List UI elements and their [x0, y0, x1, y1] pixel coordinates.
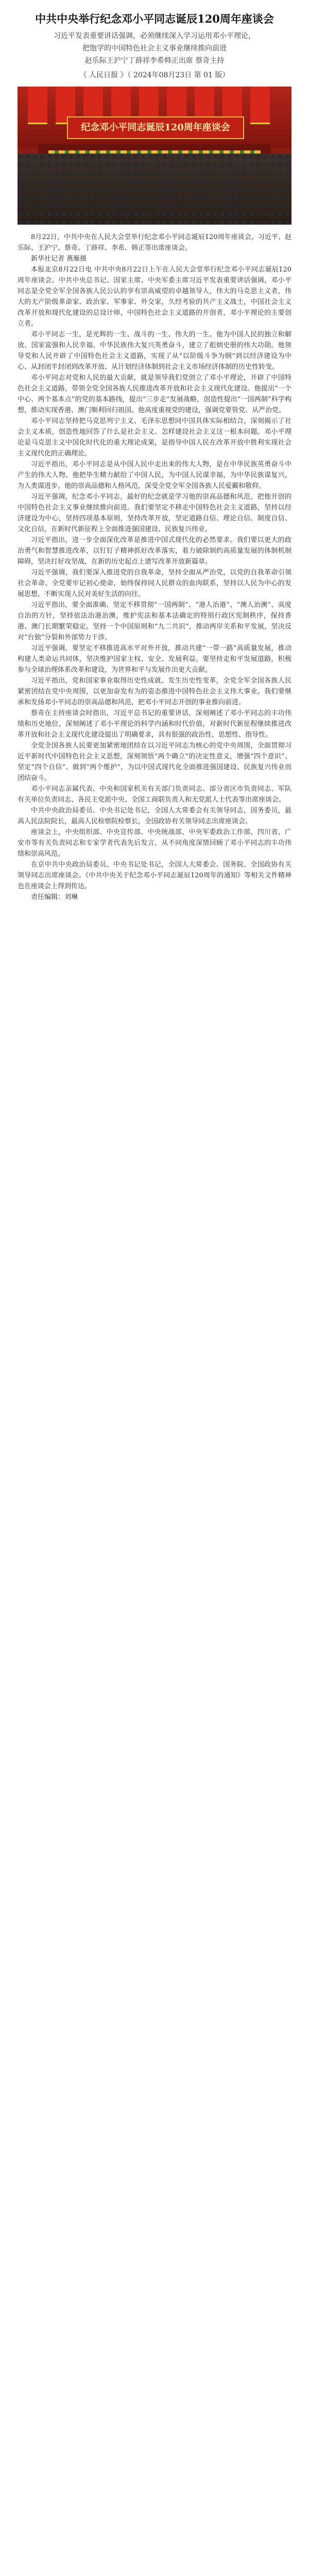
- intro-paragraph: 8月22日，中共中央在人民大会堂举行纪念邓小平同志诞辰120周年座谈会。习近平、赵乐际、王沪宁、蔡奇、丁薛祥、李希、韩正等出席座谈会。: [18, 233, 291, 252]
- photo-banner: 纪念邓小平同志诞辰120周年座谈会: [67, 116, 244, 139]
- body-paragraph: 本报北京8月22日电 中共中央8月22日上午在人民大会堂举行纪念邓小平同志诞辰120周年座谈会。中共中央总书记、国家主席、中央军委主席习近平发表重要讲话强调，邓小平同志是全党全军全国各族人民公认的享有崇高威望的卓越领导人，伟大的马克思主义者，伟大的无产阶级革命家、政治家、军事家、外交家，久经考验的共产主义战士，中国社会主义改革开放和现代化建设的总设计师，中国特色社会主义道路的开创者，邓小平理论的主要创立者。: [18, 266, 291, 328]
- tail-paragraph: 在京中共中央政治局委员、中央书记处书记，全国人大常委会、国务院、全国政协有关领导同志出席座谈会。《中共中央关于纪念邓小平同志诞辰120周年的通知》等相关文件精神也在座谈会上得到传达。: [18, 861, 291, 890]
- article-body: [18, 264, 291, 892]
- subtitle-line-3: 赵乐际王沪宁丁薛祥李希韩正出席 蔡奇主持: [84, 57, 225, 65]
- subtitle-line-1: 习近平发表重要讲话强调，必须继续深入学习运用邓小平理论，: [54, 32, 255, 40]
- article-title: 中共中央举行纪念邓小平同志诞辰120周年座谈会: [35, 12, 274, 25]
- subtitle-line-2: 把饱学的中国特色社会主义事业继续推向前进: [82, 44, 227, 53]
- body-paragraph: 邓小平同志亲属代表、中央和国家机关有关部门负责同志、部分省区市负责同志、军队有关单位负责同志、各民主党派中央、全国工商联负责人和无党派人士代表等出席座谈会。: [18, 785, 291, 804]
- body-paragraph: 习近平强调，我们要深入推进党的自我革命，坚持全面从严治党，以党的自我革命引领社会革命。全党要牢记初心使命，始终保持同人民群众的血肉联系，坚持以人民为中心的发展思想，不断实现人民对美好生活的向往。: [18, 569, 291, 598]
- body-paragraph: 全党全国各族人民要更加紧密地团结在以习近平同志为核心的党中央周围，全面贯彻习近平新时代中国特色社会主义思想，深刻领悟“两个确立”的决定性意义，增强“四个意识”、坚定“四个自信”、做到“两个维护”，为以中国式现代化全面推进强国建设、民族复兴伟业而团结奋斗。: [18, 742, 291, 782]
- editor-credit: 责任编辑：刘琳: [31, 893, 78, 901]
- body-paragraph: 中共中央政治局委员、中央书记处书记，全国人大常委会有关领导同志，国务委员，最高人民法院院长，最高人民检察院检察长，全国政协有关领导同志出席座谈会。: [18, 807, 291, 825]
- body-paragraph: 习近平指出，进一步全面深化改革是推进中国式现代化的必然要求。我们要以更大的政治勇气和智慧推进改革，以钉钉子精神抓好改革落实，着力破除制约高质量发展的体制机制障碍，坚决打好攻坚战，在新的历史起点上谱写改革开放新篇章。: [18, 536, 291, 566]
- photo-credit: 新华社记者 燕雁摄: [31, 255, 87, 263]
- photo-audience: [18, 154, 291, 225]
- meeting-photo: [18, 87, 291, 225]
- tail-paragraph: 座谈会上，中央组织部、中央宣传部、中央统战部、中央军委政治工作部、四川省、广安市等有关负责同志和专家学者代表先后发言，从不同角度深情回顾了邓小平同志的丰功伟绩和崇高风范。: [18, 828, 291, 858]
- body-paragraph: 邓小平同志对党和人民的最大贡献，就是领导我们党创立了邓小平理论，开辟了中国特色社会主义道路，带领全党全国各族人民推进改革开放和社会主义现代化建设。他提出“一个中心、两个基本点”的党的基本路线，提出“三步走”发展战略，创造性提出“一国两制”科学构想，推动实现香港、澳门顺利回归祖国。他高度重视党的建设，强调党要管党、从严治党。: [18, 374, 291, 414]
- body-paragraph: 邓小平同志一生，是光辉的一生、战斗的一生、伟大的一生。他为中国人民的独立和解放、国家富强和人民幸福、中华民族伟大复兴英勇奋斗，建立了彪炳史册的伟大功勋。他领导党和人民开辟了中国特色社会主义道路，实现了从“以阶级斗争为纲”到以经济建设为中心、从封闭半封闭到改革开放、从计划经济体制到社会主义市场经济体制的历史性转变。: [18, 331, 291, 371]
- body-paragraph: 邓小平同志坚持把马克思列宁主义、毛泽东思想同中国具体实际相结合，深刻揭示了社会主义本质，创造性地回答了什么是社会主义、怎样建设社会主义这一根本问题。邓小平理论是马克思主义中国化时代化的重大理论成果，是指导中国人民在改革开放中胜利实现社会主义现代化的正确理论。: [18, 417, 291, 457]
- article-source: 《 人民日报 》（ 2024年08月23日 第 01 版）: [79, 71, 230, 79]
- body-paragraph: 蔡奇在主持座谈会时指出，习近平总书记的重要讲话，深刻阐述了邓小平同志的丰功伟绩和历史地位，深刻阐述了邓小平理论的科学内涵和时代价值，对新时代新征程继续推进改革开放和社会主义现代化建设提出了明确要求，具有很强的政治性、思想性、指导性。: [18, 709, 291, 739]
- body-paragraph: 习近平指出，要全面准确、坚定不移贯彻“一国两制”、“港人治港”、“澳人治澳”、高度自治的方针，坚持依法治港治澳，维护宪法和基本法确定的特别行政区宪制秩序，保持香港、澳门长期繁荣稳定。坚持一个中国原则和“九二共识”，推动两岸关系和平发展，坚决反对“台独”分裂和外部势力干涉。: [18, 601, 291, 641]
- body-paragraph: 习近平强调，纪念邓小平同志，最好的纪念就是学习他的崇高品德和风范，把他开创的中国特色社会主义事业继续推向前进。我们要坚定不移走中国特色社会主义道路，坚持以经济建设为中心，坚持四项基本原则，坚持改革开放，坚定道路自信、理论自信、制度自信、文化自信，在新时代新征程上全面推进强国建设、民族复兴伟业。: [18, 493, 291, 533]
- body-paragraph: 习近平指出，党和国家事业取得历史性成就、发生历史性变革，全党全军全国各族人民紧密团结在党中央周围，以更加奋发有为的姿态推进中国特色社会主义伟大事业。我们要继承和发扬邓小平同志的崇高品德和风范，把邓小平同志开创的事业推向前进。: [18, 677, 291, 706]
- body-paragraph: 习近平指出，邓小平同志是从中国人民中走出来的伟大人物，是在中华民族英勇奋斗中产生的伟大人物。他把毕生精力献给了中国人民，为中国人民谋幸福，为中华民族谋复兴，为人类谋进步。他的崇高品德和人格风范，深受全党全军全国各族人民爱戴和敬仰。: [18, 461, 291, 490]
- body-paragraph: 习近平强调，要坚定不移推进高水平对外开放，推动共建“一带一路”高质量发展，推动构建人类命运共同体，坚决维护国家主权、安全、发展利益。要坚持走和平发展道路，积极参与全球治理体系改革和建设，为世界和平与发展作出更大贡献。: [18, 645, 291, 674]
